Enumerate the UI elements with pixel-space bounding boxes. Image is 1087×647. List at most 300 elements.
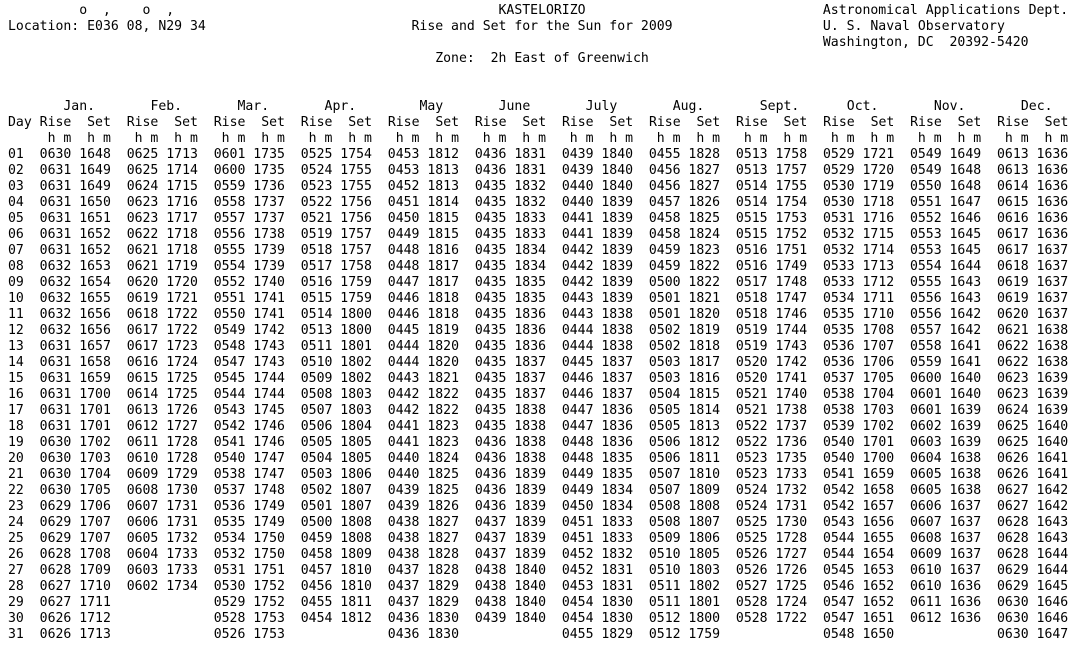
rise-set-cell: 0629 1644 — [997, 563, 1069, 578]
table-row — [8, 227, 1068, 243]
rise-set-cell: 0610 1728 — [126, 451, 198, 466]
rise-units-label: h m — [830, 131, 855, 146]
rise-set-cell: 0445 1837 — [561, 355, 634, 370]
rise-set-cell: 0435 1838 — [474, 403, 547, 418]
table-row — [8, 483, 1068, 499]
rise-set-cell: 0625 1640 — [997, 435, 1069, 450]
rise-set-cell: 0615 1725 — [126, 371, 198, 386]
table-row — [8, 275, 1068, 291]
day-number: 07 — [8, 243, 24, 258]
rise-set-cell: 0515 1759 — [300, 291, 372, 306]
rise-set-cell: 0452 1832 — [561, 547, 634, 562]
rise-set-cell: 0453 1813 — [387, 163, 459, 178]
table-row — [8, 515, 1068, 531]
rise-set-cell: 0630 1646 — [997, 611, 1069, 626]
rise-set-cell: 0539 1702 — [822, 419, 895, 434]
rise-set-cell: 0519 1757 — [300, 227, 372, 242]
month-header-row — [8, 99, 1068, 115]
blank-line-1 — [8, 67, 1068, 83]
rise-set-cell: 0512 1759 — [648, 627, 721, 642]
rise-set-cell: 0617 1636 — [997, 227, 1069, 242]
rise-set-cell: 0528 1753 — [213, 611, 285, 626]
location-label: Location: — [8, 19, 80, 34]
rise-set-cell: 0632 1656 — [39, 323, 111, 338]
rise-units-label: h m — [221, 131, 246, 146]
set-column-label: Set — [870, 115, 895, 130]
rise-set-cell: 0619 1721 — [126, 291, 198, 306]
rise-set-cell: 0551 1741 — [213, 291, 285, 306]
rise-set-cell: 0435 1835 — [474, 275, 547, 290]
rise-set-cell: 0618 1722 — [126, 307, 198, 322]
rise-set-cell: 0630 1702 — [39, 435, 111, 450]
day-column-label: Day — [8, 115, 32, 130]
degree-marks: o , o , — [8, 3, 175, 18]
rise-set-cell: 0533 1713 — [822, 259, 895, 274]
table-row — [8, 627, 1068, 643]
rise-units-label: h m — [308, 131, 333, 146]
set-column-label: Set — [261, 115, 285, 130]
rise-set-cell: 0556 1642 — [909, 307, 982, 322]
rise-set-cell: 0630 1703 — [39, 451, 111, 466]
rise-set-cell: 0537 1705 — [822, 371, 895, 386]
rise-set-cell: 0536 1707 — [822, 339, 895, 354]
rise-units-label: h m — [395, 131, 420, 146]
rise-set-cell: 0521 1738 — [735, 403, 808, 418]
rise-units-label: h m — [482, 131, 507, 146]
rise-set-cell: 0631 1701 — [39, 403, 111, 418]
rise-set-cell: 0613 1636 — [997, 147, 1069, 162]
table-row — [8, 579, 1068, 595]
rise-set-cell: 0436 1839 — [474, 499, 547, 514]
rise-column-label: Rise — [823, 115, 855, 130]
rise-set-cell: 0440 1824 — [387, 451, 459, 466]
rise-set-cell: 0543 1656 — [822, 515, 895, 530]
rise-set-cell: 0525 1754 — [300, 147, 372, 162]
rise-set-cell: 0526 1753 — [213, 627, 285, 642]
dept-name: Astronomical Applications Dept. — [822, 3, 1069, 18]
rise-set-cell: 0513 1757 — [735, 163, 808, 178]
set-column-label: Set — [783, 115, 808, 130]
rise-set-cell: 0631 1650 — [39, 195, 111, 210]
table-row — [8, 339, 1068, 355]
rise-set-cell: 0511 1801 — [648, 595, 721, 610]
rise-set-cell: 0601 1640 — [909, 387, 982, 402]
set-units-label: h m — [870, 131, 895, 146]
rise-set-cell: 0604 1733 — [126, 547, 198, 562]
rise-set-cell: 0435 1838 — [474, 419, 547, 434]
day-number: 20 — [8, 451, 24, 466]
rise-set-cell: 0458 1825 — [648, 211, 721, 226]
rise-set-cell: 0505 1813 — [648, 419, 721, 434]
rise-set-cell: 0609 1729 — [126, 467, 198, 482]
rise-set-cell: 0631 1651 — [39, 211, 111, 226]
rise-set-cell: 0439 1840 — [474, 611, 547, 626]
rise-set-cell: 0626 1641 — [997, 451, 1069, 466]
month-label: Mar. — [237, 99, 270, 114]
rise-set-cell: 0439 1825 — [387, 483, 459, 498]
day-number: 01 — [8, 147, 24, 162]
rise-set-cell: 0524 1755 — [300, 163, 372, 178]
rise-set-cell: 0500 1822 — [648, 275, 721, 290]
rise-set-cell: 0502 1807 — [300, 483, 372, 498]
rise-set-cell: 0617 1637 — [997, 243, 1069, 258]
table-row — [8, 195, 1068, 211]
rise-set-cell: 0441 1823 — [387, 435, 459, 450]
rise-set-cell: 0443 1839 — [561, 291, 634, 306]
rise-set-cell: 0438 1827 — [387, 515, 459, 530]
rise-set-cell: 0630 1648 — [39, 147, 111, 162]
set-units-label: h m — [783, 131, 808, 146]
rise-set-cell: 0518 1747 — [735, 291, 808, 306]
rise-set-cell: 0520 1741 — [735, 371, 808, 386]
rise-set-cell: 0435 1834 — [474, 259, 547, 274]
rise-set-cell: 0551 1647 — [909, 195, 982, 210]
rise-set-cell: 0628 1644 — [997, 547, 1069, 562]
rise-set-cell: 0449 1834 — [561, 483, 634, 498]
rise-set-cell: 0530 1719 — [822, 179, 895, 194]
rise-set-cell: 0616 1636 — [997, 211, 1069, 226]
rise-set-cell: 0558 1641 — [909, 339, 982, 354]
day-number: 27 — [8, 563, 24, 578]
set-units-label: h m — [261, 131, 285, 146]
day-number: 23 — [8, 499, 24, 514]
rise-set-cell: 0503 1806 — [300, 467, 372, 482]
table-row — [8, 291, 1068, 307]
rise-set-cell: 0619 1637 — [997, 291, 1069, 306]
table-row — [8, 563, 1068, 579]
rise-units-label: h m — [569, 131, 594, 146]
rise-set-cell: 0621 1638 — [997, 323, 1069, 338]
table-row — [8, 595, 1068, 611]
rise-set-cell: 0552 1646 — [909, 211, 982, 226]
rise-units-label: h m — [656, 131, 681, 146]
rise-set-cell: 0624 1715 — [126, 179, 198, 194]
rise-set-cell: 0435 1837 — [474, 355, 547, 370]
rise-set-cell: 0602 1639 — [909, 419, 982, 434]
rise-set-cell: 0549 1649 — [909, 147, 982, 162]
rise-set-cell: 0513 1800 — [300, 323, 372, 338]
rise-units-label: h m — [47, 131, 72, 146]
rise-set-cell: 0610 1636 — [909, 579, 982, 594]
rise-set-cell: 0547 1743 — [213, 355, 285, 370]
rise-set-cell: 0507 1810 — [648, 467, 721, 482]
table-row — [8, 307, 1068, 323]
rise-set-cell: 0437 1829 — [387, 595, 459, 610]
month-label: Feb. — [150, 99, 183, 114]
rise-set-cell: 0628 1708 — [39, 547, 111, 562]
rise-set-cell: 0611 1636 — [909, 595, 982, 610]
rise-set-cell: 0442 1839 — [561, 275, 634, 290]
month-label: Dec. — [1020, 99, 1053, 114]
rise-set-cell: 0528 1722 — [735, 611, 808, 626]
rise-set-cell: 0631 1701 — [39, 419, 111, 434]
rise-column-label: Rise — [126, 115, 159, 130]
rise-set-cell: 0449 1815 — [387, 227, 459, 242]
rise-set-cell: 0606 1637 — [909, 499, 982, 514]
rise-set-cell: 0437 1839 — [474, 531, 547, 546]
set-units-label: h m — [957, 131, 982, 146]
rise-set-cell: 0436 1839 — [474, 483, 547, 498]
rise-set-cell: 0523 1735 — [735, 451, 808, 466]
day-number: 30 — [8, 611, 24, 626]
rise-set-cell: 0447 1836 — [561, 419, 634, 434]
rise-set-cell: 0511 1802 — [648, 579, 721, 594]
rise-set-cell: 0541 1746 — [213, 435, 285, 450]
rise-set-cell: 0440 1840 — [561, 179, 634, 194]
rise-set-cell: 0507 1809 — [648, 483, 721, 498]
table-row — [8, 467, 1068, 483]
table-row — [8, 611, 1068, 627]
header-line-2 — [8, 19, 1068, 35]
rise-column-label: Rise — [997, 115, 1029, 130]
rise-set-cell: 0556 1643 — [909, 291, 982, 306]
rise-set-cell: 0441 1839 — [561, 211, 634, 226]
rise-set-cell: 0446 1818 — [387, 307, 459, 322]
rise-set-cell: 0523 1755 — [300, 179, 372, 194]
rise-set-cell: 0508 1807 — [648, 515, 721, 530]
rise-set-header-row — [8, 115, 1068, 131]
rise-set-cell: 0628 1709 — [39, 563, 111, 578]
rise-set-cell: 0512 1800 — [648, 611, 721, 626]
rise-set-cell: 0542 1658 — [822, 483, 895, 498]
day-number: 31 — [8, 627, 24, 642]
rise-set-cell: 0522 1756 — [300, 195, 372, 210]
rise-set-cell: 0446 1837 — [561, 387, 634, 402]
rise-set-cell: 0436 1839 — [474, 467, 547, 482]
set-units-label: h m — [522, 131, 547, 146]
set-units-label: h m — [87, 131, 111, 146]
rise-set-cell: 0508 1808 — [648, 499, 721, 514]
rise-units-label: h m — [1004, 131, 1029, 146]
rise-set-cell: 0452 1813 — [387, 179, 459, 194]
rise-set-cell: 0535 1710 — [822, 307, 895, 322]
table-row — [8, 435, 1068, 451]
rise-set-cell: 0622 1718 — [126, 227, 198, 242]
rise-set-cell: 0612 1636 — [909, 611, 982, 626]
rise-set-cell: 0438 1828 — [387, 547, 459, 562]
rise-set-cell: 0502 1818 — [648, 339, 721, 354]
rise-set-cell: 0509 1806 — [648, 531, 721, 546]
rise-set-cell: 0626 1641 — [997, 467, 1069, 482]
rise-set-cell: 0501 1807 — [300, 499, 372, 514]
rise-set-cell: 0631 1659 — [39, 371, 111, 386]
rise-set-cell: 0531 1716 — [822, 211, 895, 226]
rise-set-cell: 0521 1756 — [300, 211, 372, 226]
rise-set-cell: 0459 1822 — [648, 259, 721, 274]
day-number: 16 — [8, 387, 24, 402]
rise-set-cell: 0441 1839 — [561, 227, 634, 242]
rise-set-cell: 0452 1831 — [561, 563, 634, 578]
rise-set-cell: 0628 1643 — [997, 515, 1069, 530]
table-row — [8, 179, 1068, 195]
rise-set-cell: 0544 1655 — [822, 531, 895, 546]
day-number: 15 — [8, 371, 24, 386]
rise-units-label: h m — [134, 131, 159, 146]
set-column-label: Set — [522, 115, 547, 130]
set-units-label: h m — [609, 131, 634, 146]
rise-set-cell: 0532 1714 — [822, 243, 895, 258]
rise-set-cell: 0555 1643 — [909, 275, 982, 290]
rise-set-cell: 0448 1836 — [561, 435, 634, 450]
rise-set-cell: 0536 1706 — [822, 355, 895, 370]
rise-set-cell: 0458 1809 — [300, 547, 372, 562]
rise-column-label: Rise — [474, 115, 507, 130]
rise-set-cell: 0632 1654 — [39, 275, 111, 290]
rise-set-cell: 0455 1811 — [300, 595, 372, 610]
rise-set-cell: 0517 1758 — [300, 259, 372, 274]
rise-set-cell: 0604 1638 — [909, 451, 982, 466]
rise-set-cell: 0543 1745 — [213, 403, 285, 418]
rise-set-cell: 0607 1637 — [909, 515, 982, 530]
rise-set-cell: 0444 1820 — [387, 339, 459, 354]
rise-set-cell: 0516 1751 — [735, 243, 808, 258]
rise-set-cell: 0630 1646 — [997, 595, 1069, 610]
rise-set-cell: 0450 1834 — [561, 499, 634, 514]
rise-set-cell: 0538 1747 — [213, 467, 285, 482]
rise-set-cell: 0447 1836 — [561, 403, 634, 418]
rise-set-cell: 0624 1639 — [997, 403, 1069, 418]
rise-set-cell: 0532 1715 — [822, 227, 895, 242]
rise-set-cell: 0506 1811 — [648, 451, 721, 466]
rise-set-cell: 0516 1759 — [300, 275, 372, 290]
month-label: May — [419, 99, 444, 114]
table-row — [8, 531, 1068, 547]
rise-set-cell: 0631 1652 — [39, 227, 111, 242]
rise-set-cell: 0444 1820 — [387, 355, 459, 370]
rise-set-cell: 0605 1638 — [909, 467, 982, 482]
rise-set-cell: 0623 1716 — [126, 195, 198, 210]
rise-set-cell: 0620 1720 — [126, 275, 198, 290]
rise-set-cell: 0618 1637 — [997, 259, 1069, 274]
header-line-3 — [8, 35, 1068, 51]
rise-set-cell: 0459 1808 — [300, 531, 372, 546]
month-label: June — [498, 99, 531, 114]
rise-set-cell: 0532 1750 — [213, 547, 285, 562]
set-column-label: Set — [87, 115, 111, 130]
day-number: 24 — [8, 515, 24, 530]
rise-set-cell: 0510 1802 — [300, 355, 372, 370]
rise-set-cell: 0516 1749 — [735, 259, 808, 274]
day-number: 14 — [8, 355, 24, 370]
rise-set-cell: 0508 1803 — [300, 387, 372, 402]
rise-set-cell: 0628 1643 — [997, 531, 1069, 546]
rise-set-cell: 0617 1723 — [126, 339, 198, 354]
rise-set-cell: 0435 1835 — [474, 291, 547, 306]
rise-set-cell: 0557 1642 — [909, 323, 982, 338]
rise-set-cell: 0446 1837 — [561, 371, 634, 386]
rise-set-cell: 0522 1736 — [735, 435, 808, 450]
rise-set-cell: 0521 1740 — [735, 387, 808, 402]
table-row — [8, 355, 1068, 371]
rise-set-cell: 0517 1748 — [735, 275, 808, 290]
rise-set-cell: 0632 1653 — [39, 259, 111, 274]
rise-set-cell: 0611 1728 — [126, 435, 198, 450]
rise-column-label: Rise — [561, 115, 594, 130]
rise-set-cell: 0625 1640 — [997, 419, 1069, 434]
rise-set-cell: 0544 1744 — [213, 387, 285, 402]
rise-set-cell: 0504 1805 — [300, 451, 372, 466]
rise-set-cell: 0546 1652 — [822, 579, 895, 594]
rise-set-cell: 0629 1707 — [39, 515, 111, 530]
rise-set-cell: 0626 1713 — [39, 627, 111, 642]
rise-set-cell: 0511 1801 — [300, 339, 372, 354]
rise-set-cell: 0556 1738 — [213, 227, 285, 242]
rise-set-cell: 0630 1705 — [39, 483, 111, 498]
rise-set-cell: 0614 1725 — [126, 387, 198, 402]
rise-set-cell: 0559 1736 — [213, 179, 285, 194]
rise-set-cell: 0515 1753 — [735, 211, 808, 226]
table-row — [8, 163, 1068, 179]
rise-set-cell: 0531 1751 — [213, 563, 285, 578]
zone-label: Zone: 2h East of Greenwich — [435, 51, 649, 66]
rise-set-cell: 0500 1808 — [300, 515, 372, 530]
rise-set-cell: 0444 1838 — [561, 323, 634, 338]
day-number: 28 — [8, 579, 24, 594]
rise-set-cell: 0630 1704 — [39, 467, 111, 482]
rise-set-cell: 0513 1758 — [735, 147, 808, 162]
rise-set-cell: 0456 1827 — [648, 179, 721, 194]
day-number: 25 — [8, 531, 24, 546]
table-row — [8, 499, 1068, 515]
rise-set-cell: 0554 1644 — [909, 259, 982, 274]
location-value: E036 08, N29 34 — [87, 19, 206, 34]
rise-set-cell: 0442 1822 — [387, 387, 459, 402]
rise-set-cell: 0542 1746 — [213, 419, 285, 434]
rise-column-label: Rise — [387, 115, 420, 130]
rise-units-label: h m — [743, 131, 768, 146]
rise-set-cell: 0540 1701 — [822, 435, 895, 450]
rise-set-cell: 0547 1651 — [822, 611, 895, 626]
rise-set-cell: 0553 1645 — [909, 227, 982, 242]
rise-set-cell: 0456 1810 — [300, 579, 372, 594]
set-column-label: Set — [174, 115, 198, 130]
day-number: 02 — [8, 163, 24, 178]
set-units-label: h m — [348, 131, 372, 146]
day-number: 04 — [8, 195, 24, 210]
rise-set-cell: 0518 1757 — [300, 243, 372, 258]
rise-set-cell: 0549 1648 — [909, 163, 982, 178]
table-row — [8, 403, 1068, 419]
rise-set-cell: 0540 1700 — [822, 451, 895, 466]
rise-set-cell: 0505 1814 — [648, 403, 721, 418]
rise-set-cell: 0506 1812 — [648, 435, 721, 450]
rise-set-cell: 0608 1730 — [126, 483, 198, 498]
rise-set-cell: 0613 1726 — [126, 403, 198, 418]
day-number: 09 — [8, 275, 24, 290]
rise-set-cell: 0528 1724 — [735, 595, 808, 610]
observatory-address: Washington, DC 20392-5420 — [822, 35, 1029, 50]
rise-set-cell: 0601 1735 — [213, 147, 285, 162]
day-number: 08 — [8, 259, 24, 274]
rise-set-cell: 0453 1831 — [561, 579, 634, 594]
rise-set-cell: 0547 1652 — [822, 595, 895, 610]
rise-set-cell: 0459 1823 — [648, 243, 721, 258]
day-number: 10 — [8, 291, 24, 306]
rise-set-cell: 0451 1833 — [561, 531, 634, 546]
rise-set-cell: 0457 1810 — [300, 563, 372, 578]
rise-column-label: Rise — [648, 115, 681, 130]
rise-set-cell: 0601 1639 — [909, 403, 982, 418]
set-units-label: h m — [696, 131, 721, 146]
month-label: Jan. — [63, 99, 96, 114]
rise-set-cell: 0608 1637 — [909, 531, 982, 546]
rise-set-cell: 0538 1704 — [822, 387, 895, 402]
rise-set-cell: 0629 1706 — [39, 499, 111, 514]
day-number: 11 — [8, 307, 24, 322]
table-row — [8, 147, 1068, 163]
rise-set-cell: 0436 1830 — [387, 627, 459, 642]
set-column-label: Set — [696, 115, 721, 130]
